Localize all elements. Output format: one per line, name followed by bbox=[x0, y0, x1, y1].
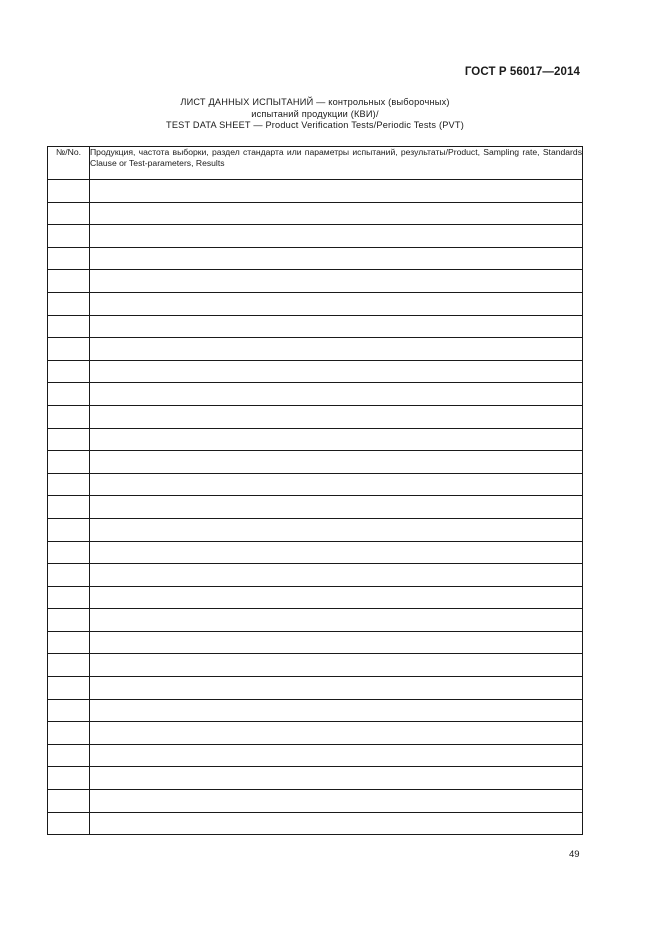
table-row bbox=[48, 225, 583, 248]
table-row bbox=[48, 451, 583, 474]
row-number-cell bbox=[48, 428, 90, 451]
table-row bbox=[48, 631, 583, 654]
row-number-cell bbox=[48, 699, 90, 722]
table-row bbox=[48, 541, 583, 564]
row-number-cell bbox=[48, 360, 90, 383]
title-line-en: TEST DATA SHEET — Product Verification Tests/Periodic Tests (PVT) bbox=[166, 120, 464, 131]
table-row bbox=[48, 202, 583, 225]
row-description-cell bbox=[90, 699, 583, 722]
row-description-cell bbox=[90, 292, 583, 315]
row-number-cell bbox=[48, 609, 90, 632]
table-row bbox=[48, 609, 583, 632]
table-row bbox=[48, 315, 583, 338]
row-number-cell bbox=[48, 586, 90, 609]
row-description-cell bbox=[90, 247, 583, 270]
row-number-cell bbox=[48, 247, 90, 270]
table-header-row bbox=[48, 147, 583, 180]
row-number-cell bbox=[48, 631, 90, 654]
row-number-cell bbox=[48, 270, 90, 293]
row-number-cell bbox=[48, 564, 90, 587]
row-description-cell bbox=[90, 541, 583, 564]
row-description-cell bbox=[90, 225, 583, 248]
row-number-cell bbox=[48, 541, 90, 564]
row-description-cell bbox=[90, 518, 583, 541]
table-row bbox=[48, 247, 583, 270]
row-number-cell bbox=[48, 383, 90, 406]
row-description-cell bbox=[90, 202, 583, 225]
table-row bbox=[48, 383, 583, 406]
row-description-cell bbox=[90, 586, 583, 609]
table-row bbox=[48, 428, 583, 451]
row-description-cell bbox=[90, 270, 583, 293]
table-row bbox=[48, 790, 583, 813]
row-description-cell bbox=[90, 428, 583, 451]
table-row bbox=[48, 744, 583, 767]
row-number-cell bbox=[48, 451, 90, 474]
row-description-cell bbox=[90, 473, 583, 496]
row-description-cell bbox=[90, 564, 583, 587]
row-description-cell bbox=[90, 812, 583, 835]
table-row bbox=[48, 518, 583, 541]
row-number-cell bbox=[48, 292, 90, 315]
row-description-cell bbox=[90, 744, 583, 767]
table-row bbox=[48, 473, 583, 496]
page-number: 49 bbox=[569, 849, 580, 860]
row-number-cell bbox=[48, 202, 90, 225]
column-header-number: №/No. bbox=[48, 147, 90, 180]
row-description-cell bbox=[90, 631, 583, 654]
row-description-cell bbox=[90, 496, 583, 519]
table-row bbox=[48, 722, 583, 745]
row-number-cell bbox=[48, 654, 90, 677]
row-number-cell bbox=[48, 473, 90, 496]
table-row bbox=[48, 405, 583, 428]
table-row bbox=[48, 767, 583, 790]
table-row bbox=[48, 564, 583, 587]
table-row bbox=[48, 654, 583, 677]
row-description-cell bbox=[90, 405, 583, 428]
table-row bbox=[48, 586, 583, 609]
row-description-cell bbox=[90, 338, 583, 361]
row-description-cell bbox=[90, 722, 583, 745]
row-number-cell bbox=[48, 744, 90, 767]
row-number-cell bbox=[48, 722, 90, 745]
row-number-cell bbox=[48, 405, 90, 428]
row-number-cell bbox=[48, 790, 90, 813]
row-number-cell bbox=[48, 518, 90, 541]
row-description-cell bbox=[90, 790, 583, 813]
row-description-cell bbox=[90, 451, 583, 474]
row-number-cell bbox=[48, 677, 90, 700]
sheet-title bbox=[48, 97, 582, 132]
table-row bbox=[48, 360, 583, 383]
table-body bbox=[48, 180, 583, 835]
column-header-description: Продукция, частота выборки, раздел стандарта или параметры испытаний, результаты/Product, Sampling rate, Standards Clause or Test-parameters, Results bbox=[90, 147, 583, 180]
row-description-cell bbox=[90, 654, 583, 677]
row-number-cell bbox=[48, 812, 90, 835]
table-row bbox=[48, 180, 583, 203]
row-description-cell bbox=[90, 360, 583, 383]
row-number-cell bbox=[48, 315, 90, 338]
row-number-cell bbox=[48, 180, 90, 203]
table-row bbox=[48, 699, 583, 722]
row-number-cell bbox=[48, 225, 90, 248]
row-number-cell bbox=[48, 338, 90, 361]
row-number-cell bbox=[48, 496, 90, 519]
title-line-ru-2: испытаний продукции (КВИ)/ bbox=[251, 108, 379, 119]
row-description-cell bbox=[90, 677, 583, 700]
table-row bbox=[48, 270, 583, 293]
title-line-ru-1: ЛИСТ ДАННЫХ ИСПЫТАНИЙ — контрольных (выборочных) bbox=[180, 97, 450, 107]
table-row bbox=[48, 812, 583, 835]
row-number-cell bbox=[48, 767, 90, 790]
test-data-table bbox=[47, 146, 583, 835]
row-description-cell bbox=[90, 609, 583, 632]
row-description-cell bbox=[90, 180, 583, 203]
table-row bbox=[48, 292, 583, 315]
row-description-cell bbox=[90, 315, 583, 338]
table-row bbox=[48, 677, 583, 700]
table-row bbox=[48, 496, 583, 519]
row-description-cell bbox=[90, 767, 583, 790]
table-row bbox=[48, 338, 583, 361]
standard-code: ГОСТ Р 56017—2014 bbox=[464, 66, 580, 78]
row-description-cell bbox=[90, 383, 583, 406]
